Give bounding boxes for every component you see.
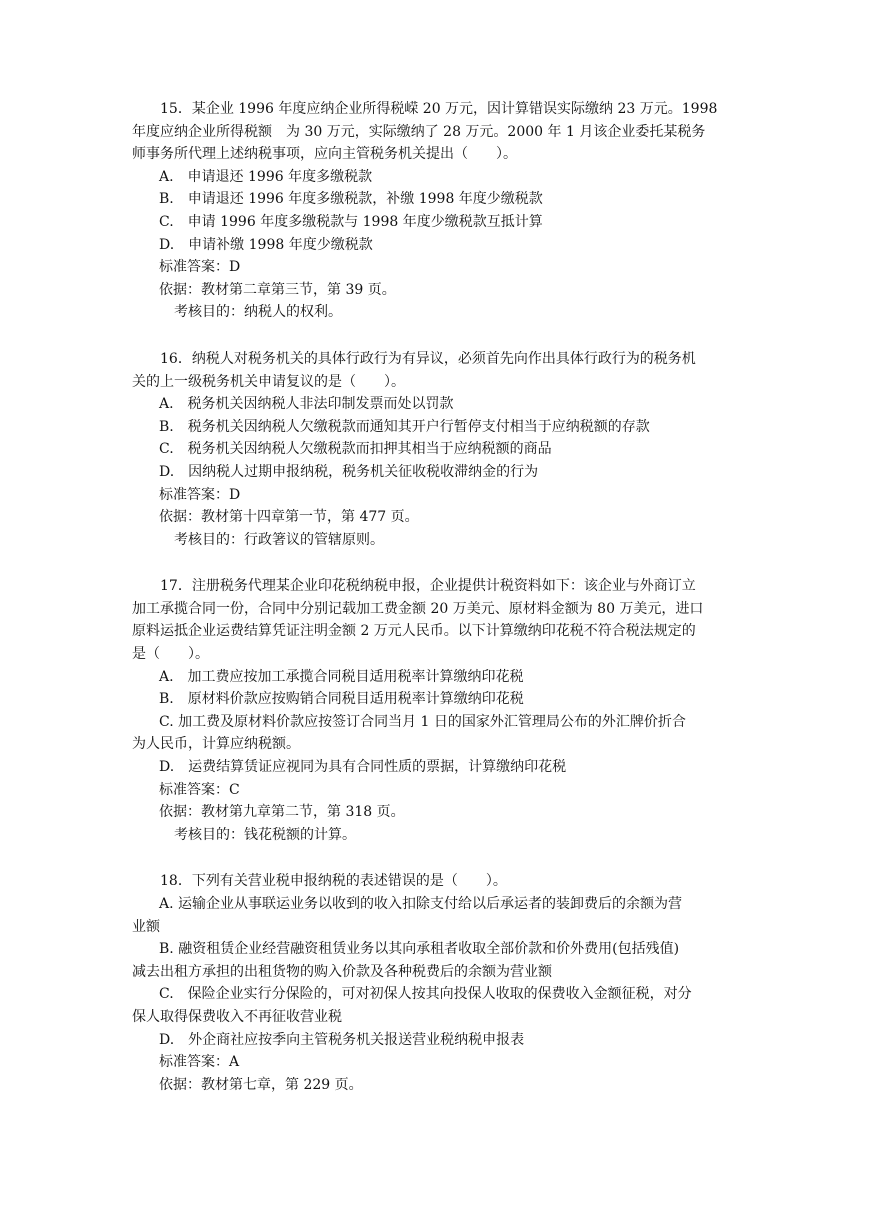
option-a: A. 运输企业从事联运业务以收到的收入扣除支付给以后承运者的装卸费后的余额为营 [159, 896, 683, 912]
option-a: A. 加工费应按加工承揽合同税目适用税率计算缴纳印花税 [159, 668, 524, 685]
option-c-continuation: 为人民币，计算应纳税额。 [132, 736, 300, 753]
option-c: C. 加工费及原材料价款应按签订合同当月 1 日的国家外汇管理局公布的外汇牌价折合 [159, 713, 686, 730]
option-c: C. 保险企业实行分保险的，可对初保人按其向投保人收取的保费收入金额征税，对分 [159, 986, 692, 1003]
standard-answer: 标准答案：D [159, 259, 241, 276]
question-stem-line: 原料运抵企业运费结算凭证注明金额 2 万元人民币。以下计算缴纳印花税不符合税法规定的 [132, 623, 696, 640]
standard-answer: 标准答案：A [159, 1054, 240, 1071]
option-d: D. 申请补缴 1998 年度少缴税款 [159, 236, 373, 253]
question-16 [132, 348, 740, 551]
option-d: D. 外企商社应按季向主管税务机关报送营业税纳税申报表 [159, 1031, 525, 1048]
question-stem-line: 17．注册税务代理某企业印花税纳税申报，企业提供计税资料如下：该企业与外商订立 [160, 578, 696, 595]
option-c: C. 申请 1996 年度多缴税款与 1998 年度少缴税款互抵计算 [159, 213, 543, 230]
question-stem-line: 是（ ）。 [132, 646, 209, 663]
question-stem-line: 18．下列有关营业税申报纳税的表述错误的是（ ）。 [160, 873, 507, 890]
answer-basis: 依据：教材第十四章第一节，第 477 页。 [159, 509, 419, 526]
answer-basis: 依据：教材第九章第二节，第 318 页。 [159, 804, 405, 821]
option-c: C. 税务机关因纳税人欠缴税款而扣押其相当于应纳税额的商品 [159, 441, 552, 458]
assessment-purpose: 考核目的：钱花税额的计算。 [174, 826, 356, 843]
answer-basis: 依据：教材第二章第三节，第 39 页。 [159, 281, 396, 298]
option-b-continuation: 减去出租方承担的出租货物的购入价款及各种税费后的余额为营业额 [132, 963, 552, 980]
option-a: A. 申请退还 1996 年度多缴税款 [159, 168, 373, 185]
option-a-continuation: 业额 [132, 918, 160, 935]
option-d: D. 因纳税人过期申报纳税，税务机关征收税收滞纳金的行为 [159, 463, 539, 480]
answer-basis: 依据：教材第七章，第 229 页。 [159, 1076, 363, 1093]
question-17 [132, 575, 740, 846]
assessment-purpose: 考核目的：纳税人的权利。 [174, 304, 342, 321]
option-b: B. 申请退还 1996 年度多缴税款，补缴 1998 年度少缴税款 [159, 191, 543, 208]
document-content [132, 98, 740, 1120]
assessment-purpose: 考核目的：行政箸议的管辖原则。 [174, 531, 384, 548]
question-stem-line: 关的上一级税务机关申请复议的是（ ）。 [132, 373, 405, 390]
question-18 [132, 870, 740, 1096]
option-b: B. 税务机关因纳税人欠缴税款而通知其开户行暂停支付相当于应纳税额的存款 [159, 418, 650, 435]
option-a: A. 税务机关因纳税人非法印制发票而处以罚款 [159, 396, 454, 413]
question-15 [132, 98, 740, 324]
question-stem-line: 加工承揽合同一份，合同中分别记载加工费金额 20 万美元、原材料金额为 80 万美元，进口 [132, 600, 704, 617]
question-stem-line: 16．纳税人对税务机关的具体行政行为有异议，必须首先向作出具体行政行为的税务机 [160, 350, 696, 367]
option-b: B. 融资租赁企业经营融资租赁业务以其向承租者收取全部价款和价外费用(包括残值) [159, 941, 680, 958]
question-stem-line: 师事务所代理上述纳税事项，应向主管税务机关提出（ ）。 [132, 146, 517, 163]
question-stem-line: 年度应纳企业所得税额 为 30 万元，实际缴纳了 28 万元。2000 年 1 月该企业委托某税务 [132, 123, 706, 140]
option-d: D. 运费结算赁证应视同为具有合同性质的票据，计算缴纳印花税 [159, 759, 567, 776]
question-stem-line: 15．某企业 1996 年度应纳企业所得税嵘 20 万元，因计算错误实际缴纳 23 万元。1998 [160, 101, 718, 117]
standard-answer: 标准答案：D [159, 486, 241, 503]
option-b: B. 原材料价款应按购销合同税目适用税率计算缴纳印花税 [159, 691, 524, 708]
option-c-continuation: 保人取得保费收入不再征收营业税 [132, 1008, 342, 1025]
standard-answer: 标准答案：C [159, 781, 240, 798]
